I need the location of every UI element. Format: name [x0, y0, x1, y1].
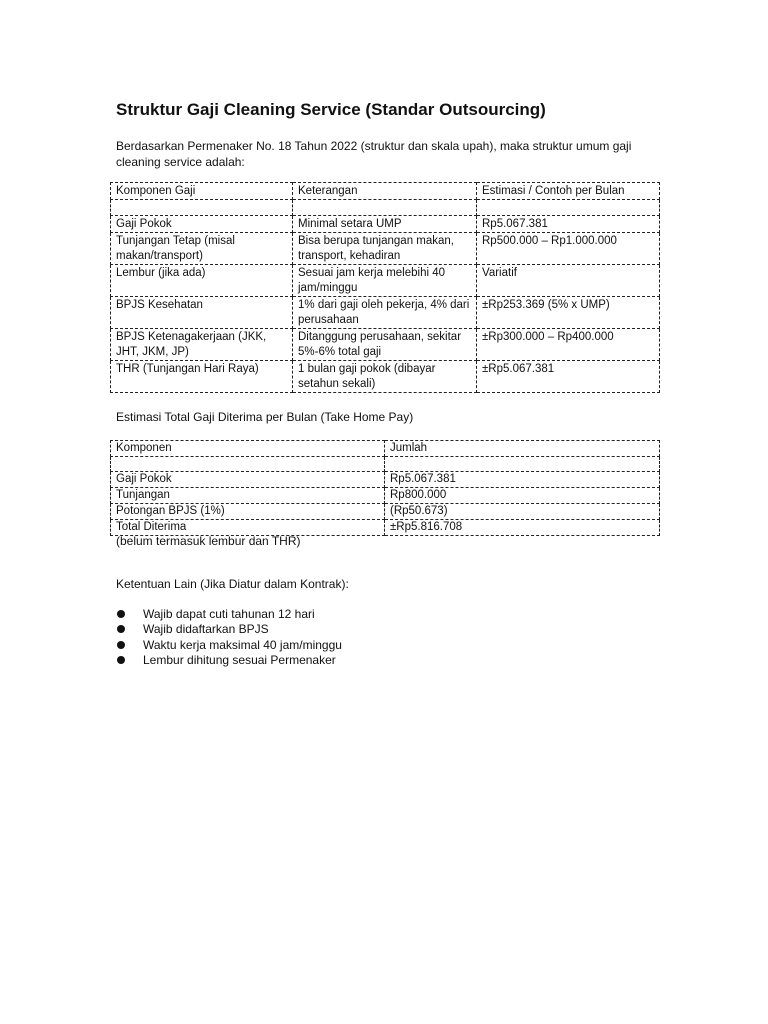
- column-header: Jumlah: [385, 441, 660, 457]
- list-item: [116, 653, 342, 669]
- table-cell: Rp500.000 – Rp1.000.000: [477, 233, 660, 265]
- table-spacer-row: [111, 457, 660, 472]
- bullet-icon: [117, 610, 125, 618]
- table-cell: BPJS Kesehatan: [111, 297, 293, 329]
- table-header-row: [111, 441, 660, 457]
- table-cell: Ditanggung perusahaan, sekitar 5%-6% total gaji: [293, 329, 477, 361]
- table-cell: Rp800.000: [385, 488, 660, 504]
- other-terms-heading: Ketentuan Lain (Jika Diatur dalam Kontrak):: [116, 577, 349, 591]
- list-item: [116, 606, 342, 622]
- table-header-row: [111, 183, 660, 200]
- table-cell: ±Rp300.000 – Rp400.000: [477, 329, 660, 361]
- table-cell: (Rp50.673): [385, 504, 660, 520]
- bullet-icon: [117, 625, 125, 633]
- column-header: Komponen: [111, 441, 385, 457]
- other-terms-list: [116, 606, 342, 668]
- list-item-text: Wajib dapat cuti tahunan 12 hari: [143, 606, 315, 621]
- table-row: [111, 488, 660, 504]
- table-cell: Variatif: [477, 265, 660, 297]
- table-cell: 1 bulan gaji pokok (dibayar setahun sekali): [293, 361, 477, 393]
- list-item-text: Waktu kerja maksimal 40 jam/minggu: [143, 637, 342, 652]
- table-cell: Gaji Pokok: [111, 472, 385, 488]
- column-header: Estimasi / Contoh per Bulan: [477, 183, 660, 200]
- bullet-icon: [117, 656, 125, 664]
- take-home-pay-table: [110, 440, 660, 536]
- list-item-text: Wajib didaftarkan BPJS: [143, 622, 269, 637]
- intro-paragraph: Berdasarkan Permenaker No. 18 Tahun 2022 (struktur dan skala upah), maka struktur umum gaji cleaning service adalah:: [116, 139, 632, 169]
- page-title: Struktur Gaji Cleaning Service (Standar Outsourcing): [116, 100, 546, 119]
- take-home-note: (belum termasuk lembur dan THR): [116, 534, 301, 548]
- table-row: [111, 216, 660, 233]
- table-cell: THR (Tunjangan Hari Raya): [111, 361, 293, 393]
- table-cell: BPJS Ketenagakerjaan (JKK, JHT, JKM, JP): [111, 329, 293, 361]
- table-cell: Total Diterima: [111, 520, 385, 536]
- list-item: [116, 637, 342, 653]
- table-row: [111, 504, 660, 520]
- table-cell: Sesuai jam kerja melebihi 40 jam/minggu: [293, 265, 477, 297]
- table-cell: 1% dari gaji oleh pekerja, 4% dari perusahaan: [293, 297, 477, 329]
- list-item: [116, 622, 342, 638]
- table-row: [111, 329, 660, 361]
- table-cell: Potongan BPJS (1%): [111, 504, 385, 520]
- table-cell: ±Rp5.067.381: [477, 361, 660, 393]
- table-row: [111, 265, 660, 297]
- table-row: [111, 472, 660, 488]
- table-cell: Lembur (jika ada): [111, 265, 293, 297]
- column-header: Keterangan: [293, 183, 477, 200]
- column-header: Komponen Gaji: [111, 183, 293, 200]
- table-cell: Tunjangan Tetap (misal makan/transport): [111, 233, 293, 265]
- table-cell: Rp5.067.381: [477, 216, 660, 233]
- table-cell: Bisa berupa tunjangan makan, transport, kehadiran: [293, 233, 477, 265]
- table-cell: Minimal setara UMP: [293, 216, 477, 233]
- table-spacer-row: [111, 200, 660, 216]
- bullet-icon: [117, 641, 125, 649]
- table-cell: ±Rp5.816.708: [385, 520, 660, 536]
- salary-structure-table: [110, 182, 660, 393]
- table-row: [111, 361, 660, 393]
- table-cell: ±Rp253.369 (5% x UMP): [477, 297, 660, 329]
- table-row: [111, 233, 660, 265]
- table-cell: Tunjangan: [111, 488, 385, 504]
- table-cell: Rp5.067.381: [385, 472, 660, 488]
- take-home-heading: Estimasi Total Gaji Diterima per Bulan (Take Home Pay): [116, 410, 414, 424]
- table-cell: Gaji Pokok: [111, 216, 293, 233]
- list-item-text: Lembur dihitung sesuai Permenaker: [143, 653, 336, 668]
- table-row: [111, 297, 660, 329]
